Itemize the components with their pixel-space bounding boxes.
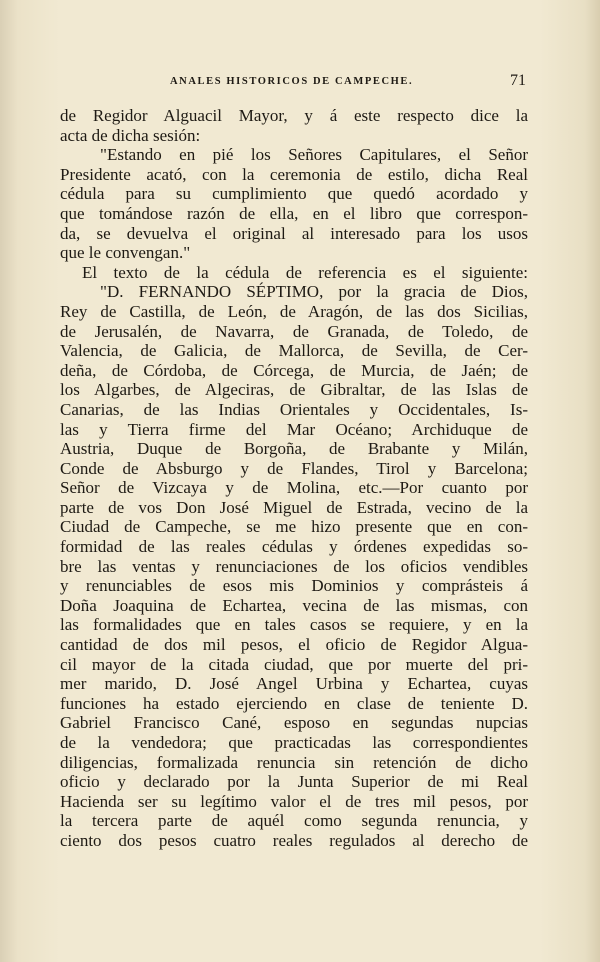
text-line: diligencias, formalizada renuncia sin retención de dicho bbox=[60, 752, 528, 772]
text-line: da, se devuelva el original al interesado para los usos bbox=[60, 223, 528, 243]
text-line: y renunciables de esos mis Dominios y comprásteis á bbox=[60, 576, 528, 596]
text-line: de la vendedora; que practicadas las correspondientes bbox=[60, 733, 528, 752]
text-line: El texto de la cédula de referencia es el siguiente: bbox=[82, 262, 528, 282]
text-line: que tomándose razón de ella, en el libro que correspon- bbox=[60, 203, 528, 223]
text-line: Conde de Absburgo y de Flandes, Tirol y Barcelona; bbox=[60, 458, 528, 478]
text-line: los Algarbes, de Algeciras, de Gibraltar, de las Islas de bbox=[60, 380, 528, 400]
text-line: la tercera parte de aquél como segunda renuncia, y bbox=[60, 811, 528, 831]
text-line: cil mayor de la citada ciudad, que por muerte del pri- bbox=[60, 654, 528, 674]
text-line: Canarias, de las Indias Orientales y Occidentales, Is- bbox=[60, 399, 528, 419]
text-line: de Jerusalén, de Navarra, de Granada, de Toledo, de bbox=[60, 321, 528, 341]
text-line: deña, de Córdoba, de Córcega, de Murcia, de Jaén; de bbox=[60, 360, 528, 380]
running-head: ANALES HISTORICOS DE CAMPECHE. bbox=[170, 76, 414, 87]
text-line: Presidente acató, con la ceremonia de estilo, dicha Real bbox=[60, 164, 528, 184]
page-number: 71 bbox=[510, 72, 526, 89]
text-line: parte de vos Don José Miguel de Estrada, vecino de la bbox=[60, 497, 528, 517]
text-line: Austria, Duque de Borgoña, de Brabante y Milán, bbox=[60, 439, 528, 459]
text-line: las formalidades que en tales casos se requiere, y en la bbox=[60, 615, 528, 635]
text-line: las y Tierra firme del Mar Océano; Archiduque de bbox=[60, 419, 528, 439]
text-line: Hacienda ser su legítimo valor el de tres mil pesos, por bbox=[60, 791, 528, 811]
text-line: Doña Joaquina de Echartea, vecina de las mismas, con bbox=[60, 595, 528, 615]
text-line: Valencia, de Galicia, de Mallorca, de Sevilla, de Cer- bbox=[60, 341, 528, 361]
text-line: ciento dos pesos cuatro reales regulados al derecho de bbox=[60, 830, 528, 850]
text-line: formidad de las reales cédulas y órdenes expedidas so- bbox=[60, 537, 528, 557]
text-line: "Estando en pié los Señores Capitulares, el Señor bbox=[100, 145, 528, 165]
text-line: Ciudad de Campeche, se me hizo presente que en con- bbox=[60, 517, 528, 537]
text-line: funciones ha estado ejerciendo en clase de teniente D. bbox=[60, 693, 528, 713]
text-line: mer marido, D. José Angel Urbina y Echartea, cuyas bbox=[60, 674, 528, 694]
text-line: cédula para su cumplimiento que quedó acordado y bbox=[60, 184, 528, 204]
text-line: "D. FERNANDO SÉPTIMO, por la gracia de Dios, bbox=[100, 282, 528, 302]
body-text bbox=[60, 106, 528, 851]
text-line: de Regidor Alguacil Mayor, y á este respecto dice la bbox=[60, 106, 528, 125]
text-line: acta de dicha sesión: bbox=[60, 125, 201, 145]
text-line: que le convengan." bbox=[60, 243, 191, 263]
text-line: Señor de Vizcaya y de Molina, etc.—Por cuanto por bbox=[60, 478, 528, 498]
text-line: Rey de Castilla, de León, de Aragón, de las dos Sicilias, bbox=[60, 301, 528, 321]
page-header bbox=[170, 74, 530, 94]
text-line: cantidad de dos mil pesos, el oficio de Regidor Algua- bbox=[60, 635, 528, 655]
text-line: oficio y declarado por la Junta Superior de mi Real bbox=[60, 772, 528, 792]
text-line: bre las ventas y renunciaciones de los oficios vendibles bbox=[60, 556, 528, 576]
text-line: Gabriel Francisco Cané, esposo en segundas nupcias bbox=[60, 713, 528, 733]
